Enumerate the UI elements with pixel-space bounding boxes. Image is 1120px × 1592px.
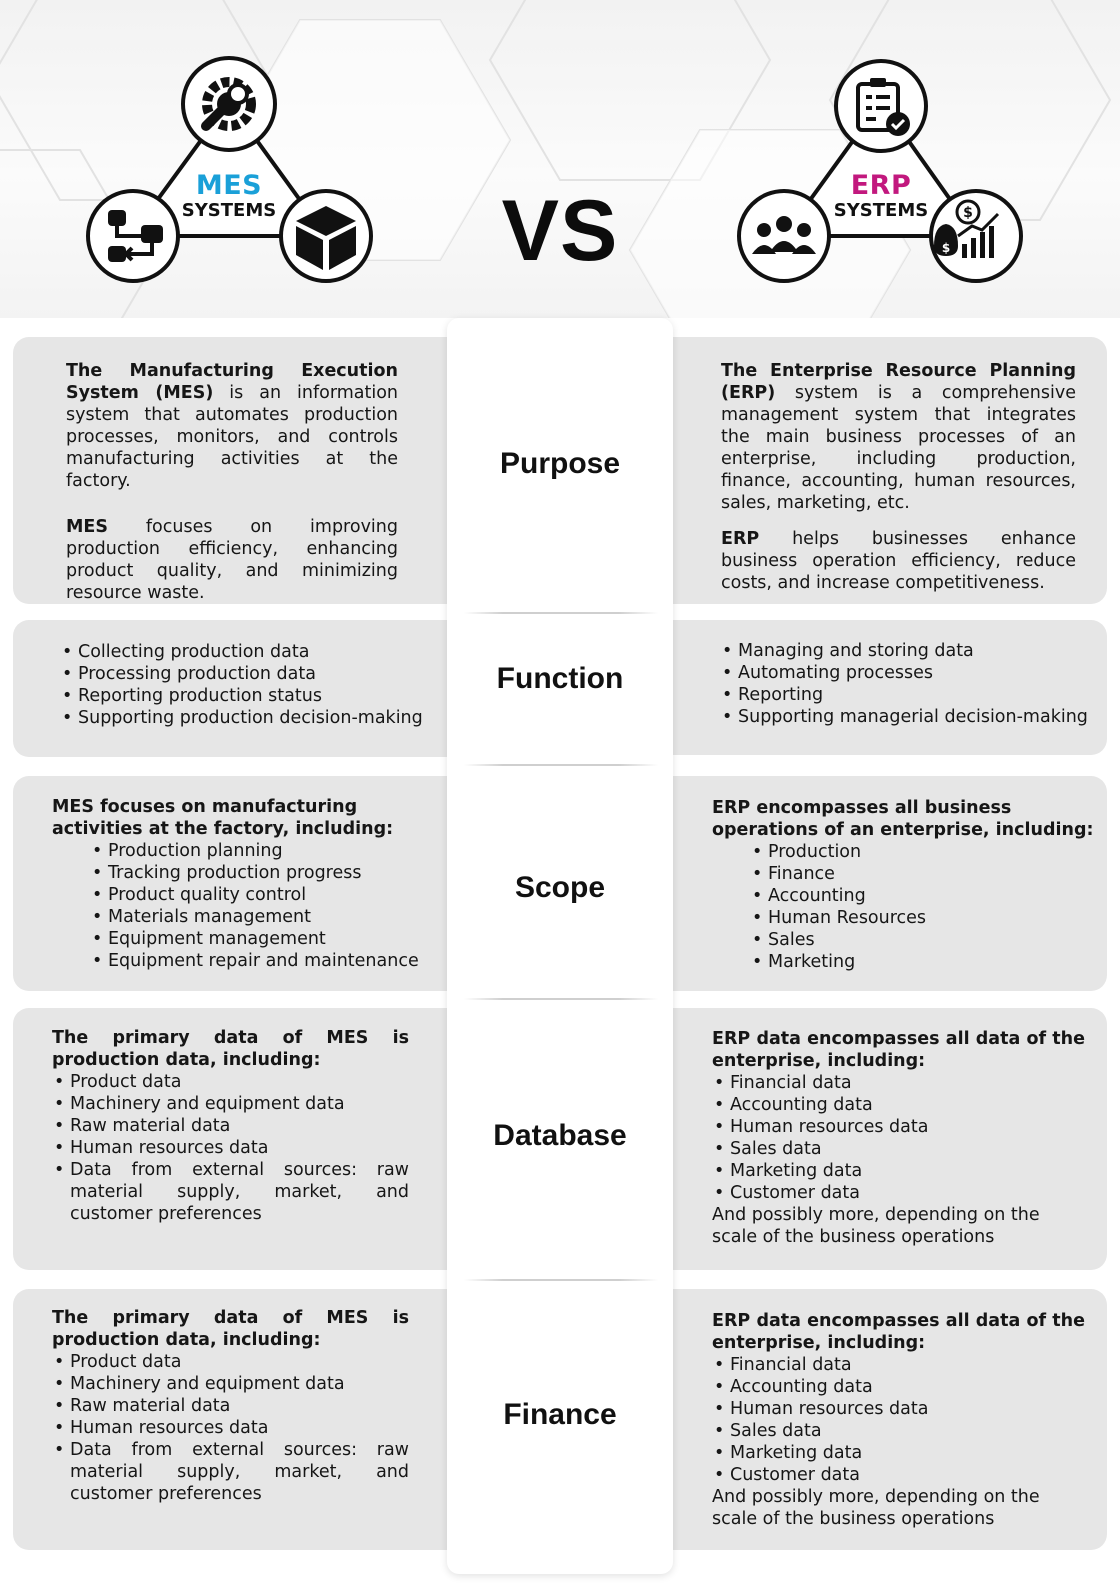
list-item: • Marketing xyxy=(750,951,1097,973)
erp-database-intro: ERP data encompasses all data of the enterprise, including: xyxy=(712,1029,1085,1071)
list-item: • Product quality control xyxy=(90,884,432,906)
erp-database-outro: And possibly more, depending on the scale of the business operations xyxy=(712,1205,1040,1247)
list-item: • Supporting managerial decision-making xyxy=(720,706,1095,728)
header xyxy=(0,0,1120,318)
list-item: • Sales data xyxy=(712,1420,1085,1442)
erp-purpose-body-2: helps businesses enhance business operation efficiency, reduce costs, and increase competitiveness. xyxy=(721,529,1076,593)
erp-scope-text xyxy=(712,797,1097,973)
row-label-finance: Finance xyxy=(503,1398,617,1431)
center-column xyxy=(447,318,673,1574)
gear-wrench-icon xyxy=(183,58,275,150)
row-label-function: Function xyxy=(496,662,624,695)
list-item: • Financial data xyxy=(712,1072,1085,1094)
mes-finance-text xyxy=(52,1307,409,1505)
erp-purpose-body: system is a comprehensive management system that integrates the main business processes of an enterprise, including production, finance, accounting, human resources, sales, marketing, etc. xyxy=(721,383,1076,513)
mes-function-list xyxy=(60,641,440,729)
row-label-purpose: Purpose xyxy=(499,447,621,480)
list-item: • Human Resources xyxy=(750,907,1097,929)
mes-database-intro: The primary data of MES is production data, including: xyxy=(52,1028,409,1070)
list-item: • Raw material data xyxy=(52,1395,409,1417)
list-item: • Accounting data xyxy=(712,1376,1085,1398)
svg-text:$: $ xyxy=(963,205,973,221)
clipboard-check-icon xyxy=(836,61,926,151)
mes-purpose-text xyxy=(66,360,398,604)
row-label-scope: Scope xyxy=(514,871,606,904)
list-item: • Sales xyxy=(750,929,1097,951)
erp-purpose-text xyxy=(721,360,1076,594)
mes-scope-text xyxy=(52,796,432,972)
erp-database-text xyxy=(712,1028,1085,1248)
erp-brand-name: ERP xyxy=(850,170,912,201)
list-item: • Customer data xyxy=(712,1464,1085,1486)
list-item: • Financial data xyxy=(712,1354,1085,1376)
list-item: • Accounting xyxy=(750,885,1097,907)
list-item: • Sales data xyxy=(712,1138,1085,1160)
list-item: • Supporting production decision-making xyxy=(60,707,440,729)
list-item: • Data from external sources: raw material supply, market, and customer preferences xyxy=(52,1439,409,1505)
row-label-database: Database xyxy=(493,1119,627,1152)
list-item: • Production planning xyxy=(90,840,432,862)
row-divider xyxy=(464,998,658,1000)
list-item: • Human resources data xyxy=(52,1137,409,1159)
list-item: • Accounting data xyxy=(712,1094,1085,1116)
mes-purpose-body-2: focuses on improving production efficiency, enhancing product quality, and minimizing resource waste. xyxy=(66,517,398,603)
list-item: • Automating processes xyxy=(720,662,1095,684)
mes-brand xyxy=(159,172,299,220)
list-item: • Machinery and equipment data xyxy=(52,1373,409,1395)
list-item: • Materials management xyxy=(90,906,432,928)
list-item: • Human resources data xyxy=(712,1116,1085,1138)
list-item: • Tracking production progress xyxy=(90,862,432,884)
list-item: • Machinery and equipment data xyxy=(52,1093,409,1115)
list-item: • Processing production data xyxy=(60,663,440,685)
erp-purpose-lead-2: ERP xyxy=(721,529,760,549)
list-item: • Reporting production status xyxy=(60,685,440,707)
list-item: • Data from external sources: raw material supply, market, and customer preferences xyxy=(52,1159,409,1225)
row-divider xyxy=(464,612,658,614)
list-item: • Human resources data xyxy=(712,1398,1085,1420)
row-divider xyxy=(464,764,658,766)
list-item: • Reporting xyxy=(720,684,1095,706)
list-item: • Customer data xyxy=(712,1182,1085,1204)
list-item: • Human resources data xyxy=(52,1417,409,1439)
list-item: • Product data xyxy=(52,1351,409,1373)
mes-purpose-lead: The Manufacturing Execution System (MES) xyxy=(66,361,398,403)
mes-purpose-body: is an information system that automates production processes, monitors, and controls manufacturing activities at the factory. xyxy=(66,383,399,491)
erp-function-list xyxy=(720,640,1095,728)
list-item: • Managing and storing data xyxy=(720,640,1095,662)
list-item: • Equipment repair and maintenance xyxy=(90,950,432,972)
erp-brand-sub: SYSTEMS xyxy=(833,200,929,221)
erp-finance-outro: And possibly more, depending on the scale of the business operations xyxy=(712,1487,1040,1529)
list-item: • Raw material data xyxy=(52,1115,409,1137)
erp-brand xyxy=(811,172,951,220)
list-item: • Marketing data xyxy=(712,1160,1085,1182)
erp-scope-intro: ERP encompasses all business operations of an enterprise, including: xyxy=(712,798,1094,840)
mes-finance-intro: The primary data of MES is production data, including: xyxy=(52,1308,409,1350)
list-item: • Marketing data xyxy=(712,1442,1085,1464)
list-item: • Finance xyxy=(750,863,1097,885)
list-item: • Production xyxy=(750,841,1097,863)
erp-finance-text xyxy=(712,1310,1085,1530)
vs-title: VS xyxy=(501,183,619,279)
erp-finance-intro: ERP data encompasses all data of the enterprise, including: xyxy=(712,1311,1085,1353)
svg-text:$: $ xyxy=(941,241,951,255)
mes-database-text xyxy=(52,1027,409,1225)
mes-logo xyxy=(86,0,376,318)
erp-logo xyxy=(736,0,1026,318)
mes-brand-sub: SYSTEMS xyxy=(181,200,277,221)
erp-purpose-lead: The Enterprise Resource Planning (ERP) xyxy=(721,361,1076,403)
mes-scope-intro: MES focuses on manufacturing activities at the factory, including: xyxy=(52,797,394,839)
list-item: • Collecting production data xyxy=(60,641,440,663)
mes-purpose-lead-2: MES xyxy=(66,517,108,537)
list-item: • Product data xyxy=(52,1071,409,1093)
row-divider xyxy=(464,1279,658,1281)
mes-brand-name: MES xyxy=(195,170,263,201)
list-item: • Equipment management xyxy=(90,928,432,950)
